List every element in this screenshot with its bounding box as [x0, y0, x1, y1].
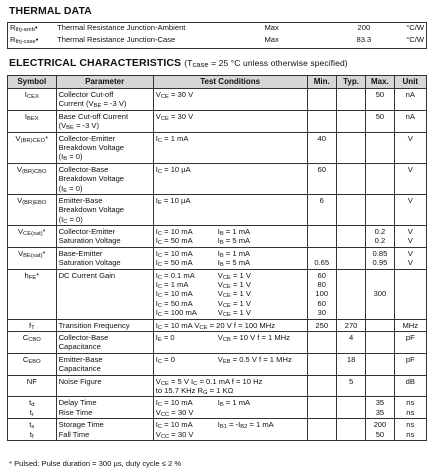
cell-typ: 18: [336, 353, 365, 375]
cell-typ: [336, 89, 365, 111]
cell-min: [307, 89, 336, 111]
thermal-parameter: Thermal Resistance Junction-Ambient: [55, 23, 262, 36]
cell-parameter: DC Current Gain: [56, 269, 153, 319]
cell-min: [307, 226, 336, 248]
cell-max: [366, 319, 394, 331]
cell-min: [307, 353, 336, 375]
cell-min: [307, 397, 336, 419]
cell-max: 0.2 0.2: [366, 226, 394, 248]
thermal-limit: Max: [262, 23, 333, 36]
cell-typ: [336, 226, 365, 248]
thermal-parameter: Thermal Resistance Junction-Case: [55, 35, 262, 48]
cell-min: 60: [307, 163, 336, 194]
table-row: [8, 89, 427, 111]
thermal-limit: Max: [262, 35, 333, 48]
cell-min: [307, 375, 336, 397]
cell-unit: MHz: [394, 319, 426, 331]
table-row: [8, 397, 427, 419]
cell-typ: [336, 163, 365, 194]
cell-conditions: $I_C = 0.1$ mA $V_{CE} = 1$ V $I_C = 1$ mA $V_{CE} = 1$ V $I_C = 10$ mA $V_{CE} = 1$ V $I_C = 50$ mA $V_{CE} = 1$ V $I_C = 100$ mA $V_{CE} = 1$ V: [153, 269, 307, 319]
cell-unit: V V: [394, 247, 426, 269]
cell-typ: 5: [336, 375, 365, 397]
cell-unit: V: [394, 132, 426, 163]
cell-symbol: NF: [8, 375, 57, 397]
cell-unit: V V: [394, 226, 426, 248]
thermal-symbol: $R_{thj-case}•$: [8, 35, 56, 48]
cell-symbol: $V_{(BR)EBO}$: [8, 194, 57, 225]
cell-typ: [336, 110, 365, 132]
cell-typ: 4: [336, 331, 365, 353]
cell-parameter: Transition Frequency: [56, 319, 153, 331]
cell-conditions: $I_E = 0$ $V_{CB} = 10$ V f = 1 MHz: [153, 331, 307, 353]
cell-conditions: $V_{CE} = 5$ V $I_C = 0.1$ mA f = 10 Hz to 15.7 KHz $R_G = 1$ KΩ: [153, 375, 307, 397]
cell-max: 50: [366, 110, 394, 132]
cell-unit: ns ns: [394, 397, 426, 419]
cell-typ: [336, 397, 365, 419]
cell-unit: pF: [394, 353, 426, 375]
cell-max: [366, 353, 394, 375]
cell-typ: 270: [336, 319, 365, 331]
cell-conditions: $I_C = 10$ µA: [153, 163, 307, 194]
cell-unit: [394, 269, 426, 319]
cell-min: [307, 331, 336, 353]
table-header-row: [8, 76, 427, 89]
cell-unit: dB: [394, 375, 426, 397]
thermal-row: [8, 35, 427, 48]
table-row: [8, 419, 427, 441]
cell-unit: ns ns: [394, 419, 426, 441]
cell-unit: pF: [394, 331, 426, 353]
table-row: [8, 110, 427, 132]
table-row: [8, 226, 427, 248]
cell-symbol: $t_s$ $t_f$: [8, 419, 57, 441]
cell-max: 200 50: [366, 419, 394, 441]
cell-symbol: $t_d$ $t_r$: [8, 397, 57, 419]
table-row: [8, 375, 427, 397]
table-row: [8, 319, 427, 331]
cell-unit: V: [394, 194, 426, 225]
cell-symbol: $V_{(BR)CBO}$: [8, 163, 57, 194]
cell-conditions: $I_C = 10$ mA $I_B = 1$ mA $I_C = 50$ mA $I_B = 5$ mA: [153, 247, 307, 269]
electrical-table: [7, 75, 427, 441]
cell-conditions: $I_C = 0$ $V_{EB} = 0.5$ V f = 1 MHz: [153, 353, 307, 375]
cell-typ: [336, 419, 365, 441]
thermal-value: 200: [333, 23, 394, 36]
cell-parameter: Emitter-Base Breakdown Voltage $(I_C = 0)$: [56, 194, 153, 225]
cell-conditions: $V_{CE} = 30$ V: [153, 89, 307, 111]
cell-min: [307, 110, 336, 132]
table-row: [8, 194, 427, 225]
table-row: [8, 132, 427, 163]
cell-symbol: $C_{CBO}$: [8, 331, 57, 353]
cell-parameter: Collector Cut-off Current ($V_{BE} = -3$ V): [56, 89, 153, 111]
cell-max: 50: [366, 89, 394, 111]
cell-symbol: $I_{BEX}$: [8, 110, 57, 132]
electrical-title-condition: ($T_{case} = 25$ °C unless otherwise specified): [184, 58, 348, 69]
cell-parameter: Collector-Emitter Saturation Voltage: [56, 226, 153, 248]
thermal-data-title: THERMAL DATA: [9, 5, 92, 17]
cell-parameter: Collector-Emitter Breakdown Voltage $(I_B = 0)$: [56, 132, 153, 163]
cell-unit: nA: [394, 110, 426, 132]
thermal-table: [7, 22, 427, 49]
cell-max: [366, 375, 394, 397]
header-typ: Typ.: [336, 76, 365, 89]
cell-max: 300: [366, 269, 394, 319]
cell-min: [307, 419, 336, 441]
cell-symbol: $V_{(BR)CEO}*$: [8, 132, 57, 163]
cell-max: [366, 132, 394, 163]
cell-unit: V: [394, 163, 426, 194]
footnote: * Pulsed: Pulse duration = 300 µs, duty cycle ≤ 2 %: [9, 459, 182, 468]
header-test-conditions: Test Conditions: [153, 76, 307, 89]
cell-max: [366, 194, 394, 225]
header-symbol: Symbol: [8, 76, 57, 89]
table-row: [8, 331, 427, 353]
thermal-unit: °C/W: [395, 35, 427, 48]
cell-max: [366, 163, 394, 194]
thermal-unit: °C/W: [395, 23, 427, 36]
thermal-symbol: $R_{thj-amb}•$: [8, 23, 56, 36]
cell-typ: [336, 132, 365, 163]
cell-conditions: $I_C = 10$ mA $I_B = 1$ mA $V_{CC} = 30$ V: [153, 397, 307, 419]
cell-symbol: $I_{CEX}$: [8, 89, 57, 111]
cell-min: 0.65: [307, 247, 336, 269]
header-parameter: Parameter: [56, 76, 153, 89]
electrical-title: [9, 57, 348, 69]
thermal-value: 83.3: [333, 35, 394, 48]
cell-min: 60 80 100 60 30: [307, 269, 336, 319]
cell-parameter: Delay Time Rise Time: [56, 397, 153, 419]
cell-typ: [336, 194, 365, 225]
cell-parameter: Collector-Base Capacitance: [56, 331, 153, 353]
table-row: [8, 247, 427, 269]
header-unit: Unit: [394, 76, 426, 89]
cell-symbol: $f_T$: [8, 319, 57, 331]
thermal-row: [8, 23, 427, 36]
cell-max: 35 35: [366, 397, 394, 419]
cell-conditions: $I_C = 10$ mA $I_B = 1$ mA $I_C = 50$ mA $I_B = 5$ mA: [153, 226, 307, 248]
cell-symbol: $h_{FE}*$: [8, 269, 57, 319]
cell-typ: [336, 269, 365, 319]
table-row: [8, 163, 427, 194]
cell-conditions: $I_E = 10$ µA: [153, 194, 307, 225]
cell-conditions: $I_C = 1$ mA: [153, 132, 307, 163]
cell-symbol: $C_{EBO}$: [8, 353, 57, 375]
cell-parameter: Emitter-Base Capacitance: [56, 353, 153, 375]
cell-parameter: Base-Emitter Saturation Voltage: [56, 247, 153, 269]
cell-min: 250: [307, 319, 336, 331]
table-row: [8, 269, 427, 319]
cell-symbol: $V_{CE(sat)}*$: [8, 226, 57, 248]
electrical-title-text: ELECTRICAL CHARACTERISTICS: [9, 57, 182, 69]
table-row: [8, 353, 427, 375]
header-min: Min.: [307, 76, 336, 89]
cell-typ: [336, 247, 365, 269]
cell-conditions: $I_C = 10$ mA $I_{B1} = -I_{B2} = 1$ mA $V_{CC} = 30$ V: [153, 419, 307, 441]
cell-max: [366, 331, 394, 353]
cell-max: 0.85 0.95: [366, 247, 394, 269]
cell-parameter: Base Cut-off Current ($V_{BE} = -3$ V): [56, 110, 153, 132]
cell-min: 6: [307, 194, 336, 225]
cell-parameter: Collector-Base Breakdown Voltage $(I_E = 0)$: [56, 163, 153, 194]
cell-conditions: $V_{CE} = 30$ V: [153, 110, 307, 132]
cell-parameter: Noise Figure: [56, 375, 153, 397]
cell-parameter: Storage Time Fall Time: [56, 419, 153, 441]
cell-conditions: $I_C = 10$ mA $V_{CE} = 20$ V f = 100 MHz: [153, 319, 307, 331]
header-max: Max.: [366, 76, 394, 89]
cell-unit: nA: [394, 89, 426, 111]
cell-min: 40: [307, 132, 336, 163]
cell-symbol: $V_{BE(sat)}*$: [8, 247, 57, 269]
